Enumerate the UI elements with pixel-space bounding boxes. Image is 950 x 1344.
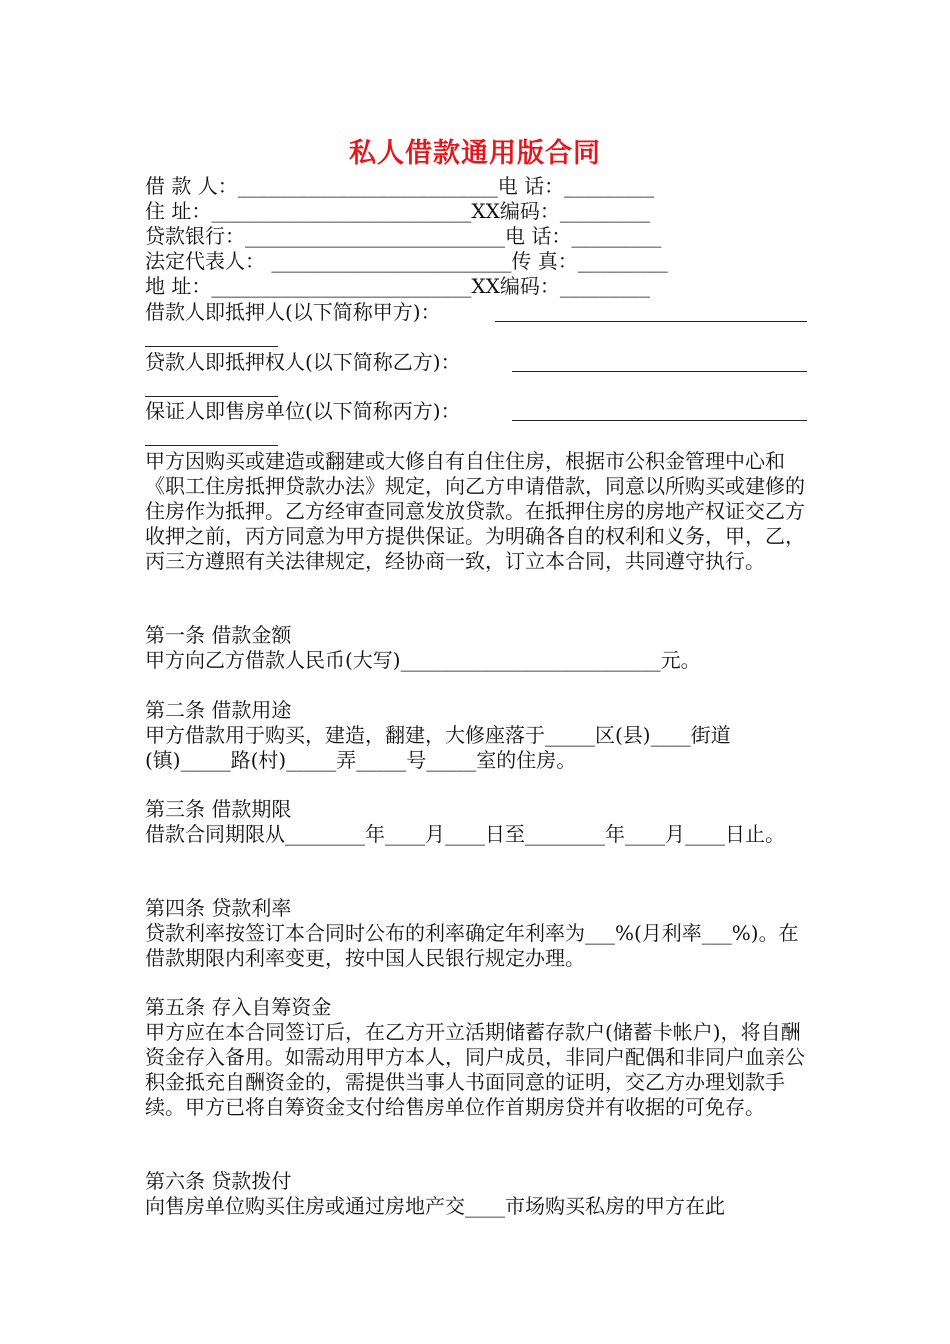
party-c-blank-line-2 [145,445,278,446]
party-a-blank-line [495,321,807,322]
article-text: 甲方应在本合同签订后，在乙方开立活期储蓄存款户(储蓄卡帐户)，将自酬资金存入备用。如需动用甲方本人，同户成员，非同户配偶和非同户血亲公积金抵充自酬资金的，需提供当事人书面同意的证明，交乙方办理划款手续。甲方已将自筹资金支付给售房单位作首期房贷并有收据的可免存。 [145,1020,805,1119]
party-c-label: 保证人即售房单位(以下简称丙方)： [145,399,461,423]
preamble-text: 甲方因购买或建造或翻建或大修自有自住住房，根据市公积金管理中心和《职工住房抵押贷款办法》规定，向乙方申请借款，同意以所购买或建修的住房作为抵押。乙方经审查同意发放贷款。在抵押住房的房地产权证交乙方收押之前，丙方同意为甲方提供保证。为明确各自的权利和义务，甲，乙，丙三方遵照有关法律规定，经协商一致，订立本合同，共同遵守执行。 [145,449,805,573]
article-text: 贷款利率按签订本合同时公布的利率确定年利率为___%(月利率___%)。在借款期限内利率变更，按中国人民银行规定办理。 [145,921,799,970]
party-a-blank-line-2 [145,346,278,347]
field-address: 住 址：__________________________XX编码：_________ [145,199,650,223]
preamble [145,449,807,574]
field-legal-representative: 法定代表人： ________________________传 真：_________ [145,249,668,273]
article-heading: 第三条 借款期限 [145,797,292,821]
document-title: 私人借款通用版合同 [349,138,601,169]
article-text: 甲方借款用于购买，建造，翻建，大修座落于_____区(县)____街道(镇)_____路(村)_____弄_____号_____室的住房。 [145,723,731,772]
article-text: 借款合同期限从________年____月____日至________年____月____日止。 [145,822,785,846]
article-2 [145,698,807,773]
article-5 [145,995,807,1120]
party-b-blank-line [512,371,807,372]
article-text: 向售房单位购买住房或通过房地产交____市场购买私房的甲方在此 [145,1194,725,1218]
article-heading: 第五条 存入自筹资金 [145,995,332,1019]
article-1 [145,623,807,673]
field-bank-address: 地 址：__________________________XX编码：_________ [145,274,650,298]
party-a-label: 借款人即抵押人(以下简称甲方)： [145,300,441,324]
article-text: 甲方向乙方借款人民币(大写)__________________________元。 [145,648,701,672]
article-heading: 第一条 借款金额 [145,623,292,647]
article-heading: 第二条 借款用途 [145,698,292,722]
article-3 [145,797,807,847]
party-c-blank-line [512,420,807,421]
article-4 [145,896,807,971]
field-lending-bank: 贷款银行：__________________________电 话：_________ [145,224,662,248]
article-heading: 第六条 贷款拨付 [145,1169,292,1193]
party-b-blank-line-2 [145,396,278,397]
party-b-label: 贷款人即抵押权人(以下简称乙方)： [145,350,461,374]
article-heading: 第四条 贷款利率 [145,896,292,920]
field-borrower: 借 款 人：__________________________电 话：_________ [145,174,655,198]
article-6 [145,1169,807,1219]
